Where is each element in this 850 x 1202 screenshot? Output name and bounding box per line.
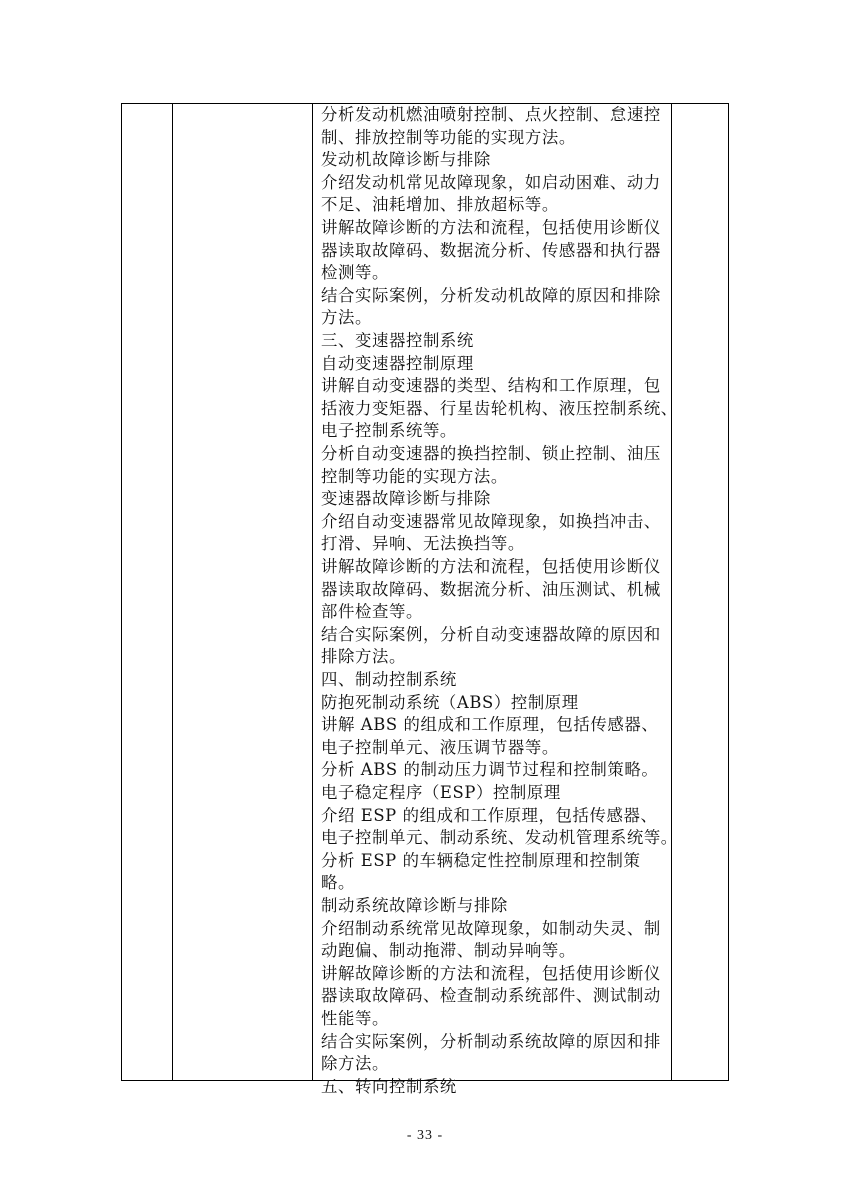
content-line: 电子控制单元、制动系统、发动机管理系统等。 — [321, 828, 678, 848]
content-line: 变速器故障诊断与排除 — [321, 489, 491, 509]
content-line: 三、变速器控制系统 — [321, 331, 474, 350]
content-line: 介绍自动变速器常见故障现象，如换挡冲击、 — [321, 511, 661, 531]
content-line: 讲解故障诊断的方法和流程，包括使用诊断仪 — [321, 963, 661, 983]
content-line: 五、转向控制系统 — [321, 1076, 457, 1096]
content-line: 结合实际案例，分析发动机故障的原因和排除 — [321, 285, 661, 305]
content-line: 制动系统故障诊断与排除 — [321, 896, 508, 915]
content-line: 打滑、异响、无法换挡等。 — [321, 534, 525, 554]
content-line: 讲解 ABS 的组成和工作原理，包括传感器、 — [321, 715, 659, 735]
content-line: 控制等功能的实现方法。 — [321, 466, 508, 486]
page-number: - 33 - — [406, 1128, 444, 1143]
content-line: 发动机故障诊断与排除 — [321, 150, 491, 170]
content-line: 略。 — [321, 873, 355, 893]
content-line: 分析 ABS 的制动压力调节过程和控制策略。 — [321, 760, 659, 780]
content-line: 自动变速器控制原理 — [321, 353, 474, 373]
content-line: 制、排放控制等功能的实现方法。 — [321, 127, 576, 147]
content-line: 排除方法。 — [321, 647, 406, 667]
column-divider-2 — [312, 104, 313, 1080]
content-line: 动跑偏、制动拖滞、制动异响等。 — [321, 941, 576, 961]
content-line: 讲解故障诊断的方法和流程，包括使用诊断仪 — [321, 218, 661, 237]
content-line: 介绍 ESP 的组成和工作原理，包括传感器、 — [321, 805, 658, 825]
content-line: 不足、油耗增加、排放超标等。 — [321, 195, 559, 215]
content-line: 电子控制系统等。 — [321, 421, 457, 441]
content-line: 括液力变矩器、行星齿轮机构、液压控制系统、 — [321, 398, 678, 418]
content-line: 分析 ESP 的车辆稳定性控制原理和控制策 — [321, 850, 641, 870]
content-line: 结合实际案例，分析自动变速器故障的原因和 — [321, 624, 661, 644]
content-line: 方法。 — [321, 308, 372, 328]
content-line: 结合实际案例，分析制动系统故障的原因和排 — [321, 1031, 661, 1051]
course-content-cell — [321, 104, 678, 1096]
content-line: 讲解自动变速器的类型、结构和工作原理，包 — [321, 376, 661, 396]
content-line: 防抱死制动系统（ABS）控制原理 — [321, 692, 579, 712]
content-line: 除方法。 — [321, 1054, 389, 1074]
curriculum-table — [121, 103, 729, 1096]
content-line: 器读取故障码、数据流分析、油压测试、机械 — [321, 579, 661, 599]
content-line: 电子稳定程序（ESP）控制原理 — [321, 783, 561, 802]
content-line: 检测等。 — [321, 263, 389, 283]
content-line: 四、制动控制系统 — [321, 670, 457, 689]
content-line: 电子控制单元、液压调节器等。 — [321, 737, 559, 757]
content-line: 性能等。 — [321, 1009, 389, 1028]
content-line: 分析自动变速器的换挡控制、锁止控制、油压 — [321, 444, 661, 463]
content-line: 介绍制动系统常见故障现象，如制动失灵、制 — [321, 918, 661, 938]
content-line: 讲解故障诊断的方法和流程，包括使用诊断仪 — [321, 557, 661, 576]
content-line: 分析发动机燃油喷射控制、点火控制、怠速控 — [321, 105, 661, 124]
content-line: 器读取故障码、检查制动系统部件、测试制动 — [321, 986, 661, 1006]
content-line: 介绍发动机常见故障现象，如启动困难、动力 — [321, 172, 661, 192]
content-line: 器读取故障码、数据流分析、传感器和执行器 — [321, 240, 661, 260]
content-line: 部件检查等。 — [321, 602, 423, 622]
column-divider-1 — [172, 104, 173, 1080]
